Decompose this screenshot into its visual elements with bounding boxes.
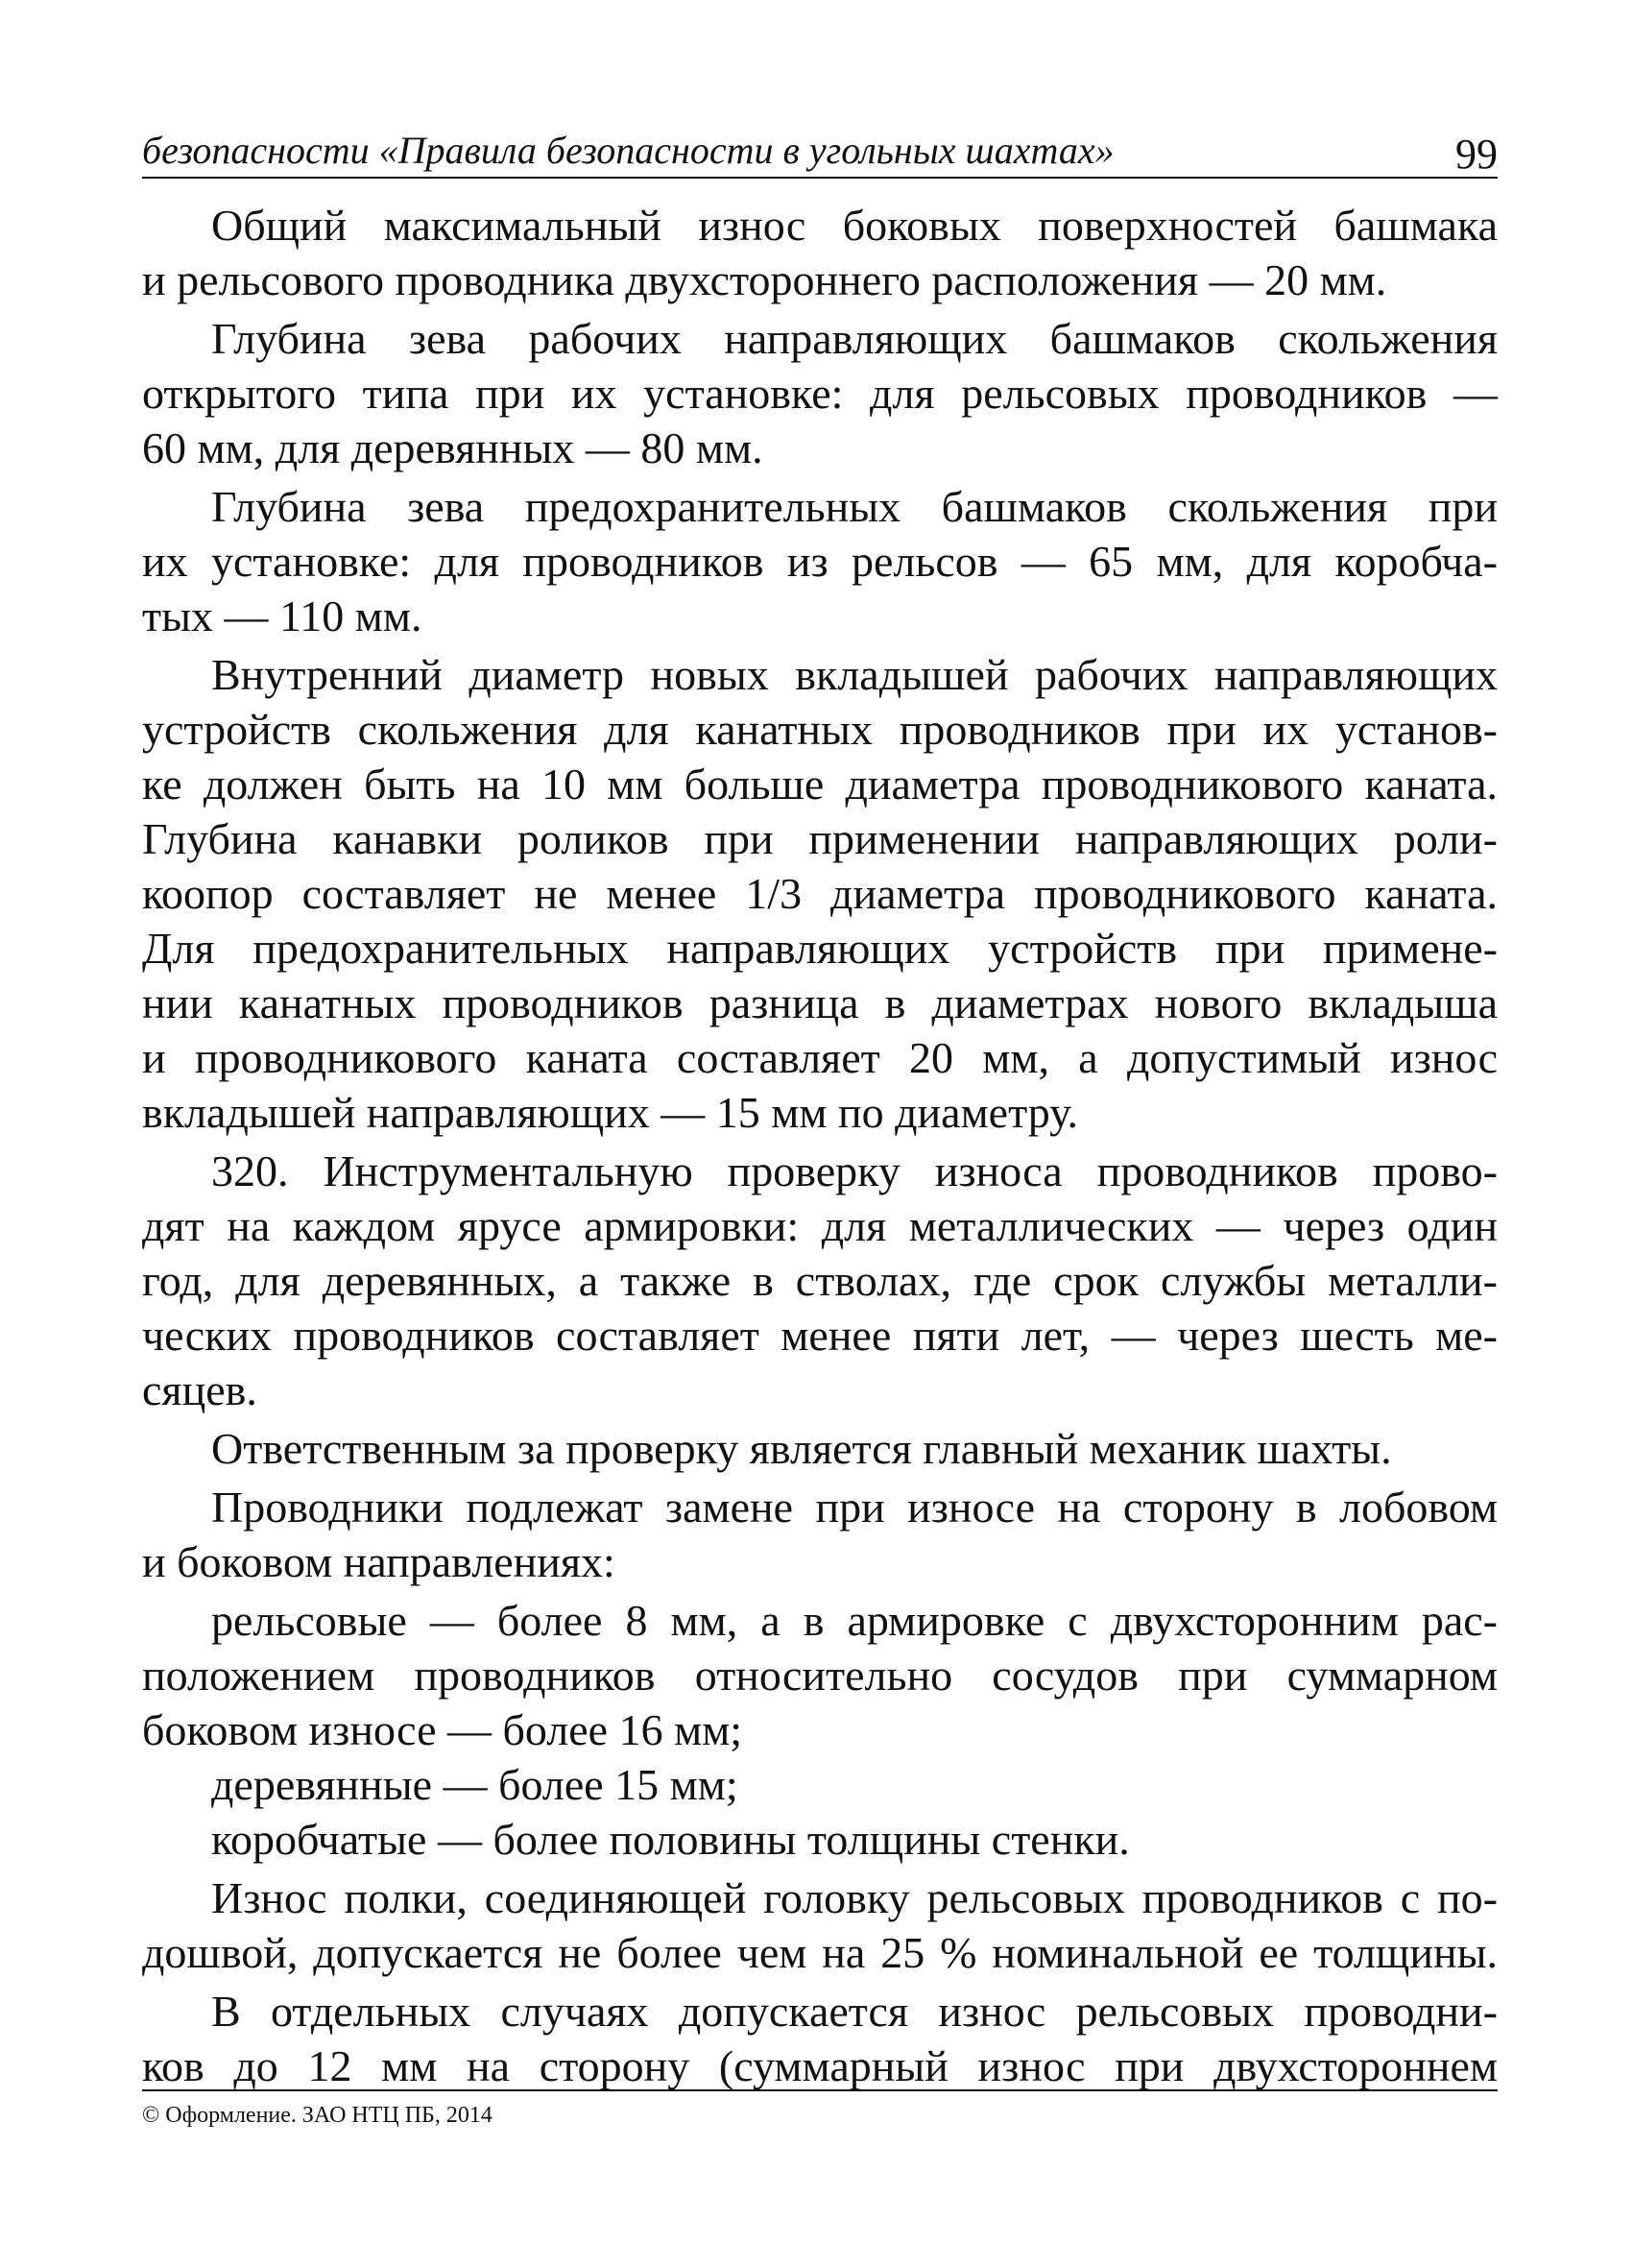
text-line: вкладышей направляющих — 15 мм по диаметру.	[142, 1088, 1079, 1137]
text-line: Износ полки, соединяющей головку рельсовых проводников с по-	[211, 1873, 1498, 1922]
text-line: Глубина канавки роликов при применении направляющих роли-	[142, 814, 1498, 863]
text-line: коопор составляет не менее 1/3 диаметра проводникового каната.	[142, 869, 1498, 918]
body-text	[142, 198, 1498, 2093]
text-line: и рельсового проводника двухстороннего расположения — 20 мм.	[142, 255, 1387, 304]
header-title: безопасности «Правила безопасности в угольных шахтах»	[142, 129, 1115, 172]
text-line: деревянные — более 15 мм;	[211, 1760, 738, 1809]
text-line: Глубина зева рабочих направляющих башмаков скольжения	[211, 314, 1498, 363]
text-line: дят на каждом ярусе армировки: для металлических — через один	[142, 1201, 1498, 1250]
text-line: Глубина зева предохранительных башмаков скольжения при	[211, 482, 1498, 531]
text-line: 320. Инструментальную проверку износа проводников прово-	[211, 1146, 1498, 1195]
text-line: боковом износе — более 16 мм;	[142, 1705, 743, 1754]
text-line: ческих проводников составляет менее пяти лет, — через шесть ме-	[142, 1311, 1498, 1360]
document-page	[142, 0, 1498, 2268]
text-line: ке должен быть на 10 мм больше диаметра проводникового каната.	[142, 760, 1498, 808]
copyright-notice: © Оформление. ЗАО НТЦ ПБ, 2014	[142, 2103, 492, 2128]
text-line: и проводникового каната составляет 20 мм, а допустимый износ	[142, 1033, 1498, 1082]
text-line: сяцев.	[142, 1365, 257, 1414]
text-line: год, для деревянных, а также в стволах, где срок службы металли-	[142, 1256, 1498, 1305]
running-header	[142, 123, 1498, 179]
text-line: 60 мм, для деревянных — 80 мм.	[142, 423, 763, 472]
text-line: рельсовые — более 8 мм, а в армировке с двухсторонним рас-	[211, 1596, 1498, 1645]
text-line: коробчатые — более половины толщины стенки.	[211, 1815, 1130, 1864]
text-line: положением проводников относительно сосудов при суммарном	[142, 1651, 1498, 1700]
text-line: Ответственным за проверку является главный механик шахты.	[211, 1424, 1392, 1473]
footer	[142, 2089, 1498, 2128]
text-line: дошвой, допускается не более чем на 25 % номинальной ее толщины.	[142, 1928, 1498, 1977]
text-line: и боковом направлениях:	[142, 1537, 615, 1586]
text-line: устройств скольжения для канатных проводников при их установ-	[142, 705, 1498, 754]
text-line: их установке: для проводников из рельсов — 65 мм, для коробча-	[142, 537, 1498, 586]
page-number: 99	[1455, 131, 1498, 178]
text-line: тых — 110 мм.	[142, 591, 422, 640]
text-line: Внутренний диаметр новых вкладышей рабочих направляющих	[211, 650, 1498, 699]
text-line: Проводники подлежат замене при износе на сторону в лобовом	[211, 1483, 1498, 1532]
text-line: Общий максимальный износ боковых поверхностей башмака	[211, 201, 1498, 250]
text-line: открытого типа при их установке: для рельсовых проводников —	[142, 369, 1498, 418]
text-line: нии канатных проводников разница в диаметрах нового вкладыша	[142, 978, 1498, 1027]
text-line: В отдельных случаях допускается износ рельсовых проводни-	[211, 1987, 1498, 2036]
text-line: ков до 12 мм на сторону (суммарный износ при двухстороннем	[142, 2041, 1498, 2090]
text-line: Для предохранительных направляющих устройств при примене-	[142, 924, 1498, 973]
